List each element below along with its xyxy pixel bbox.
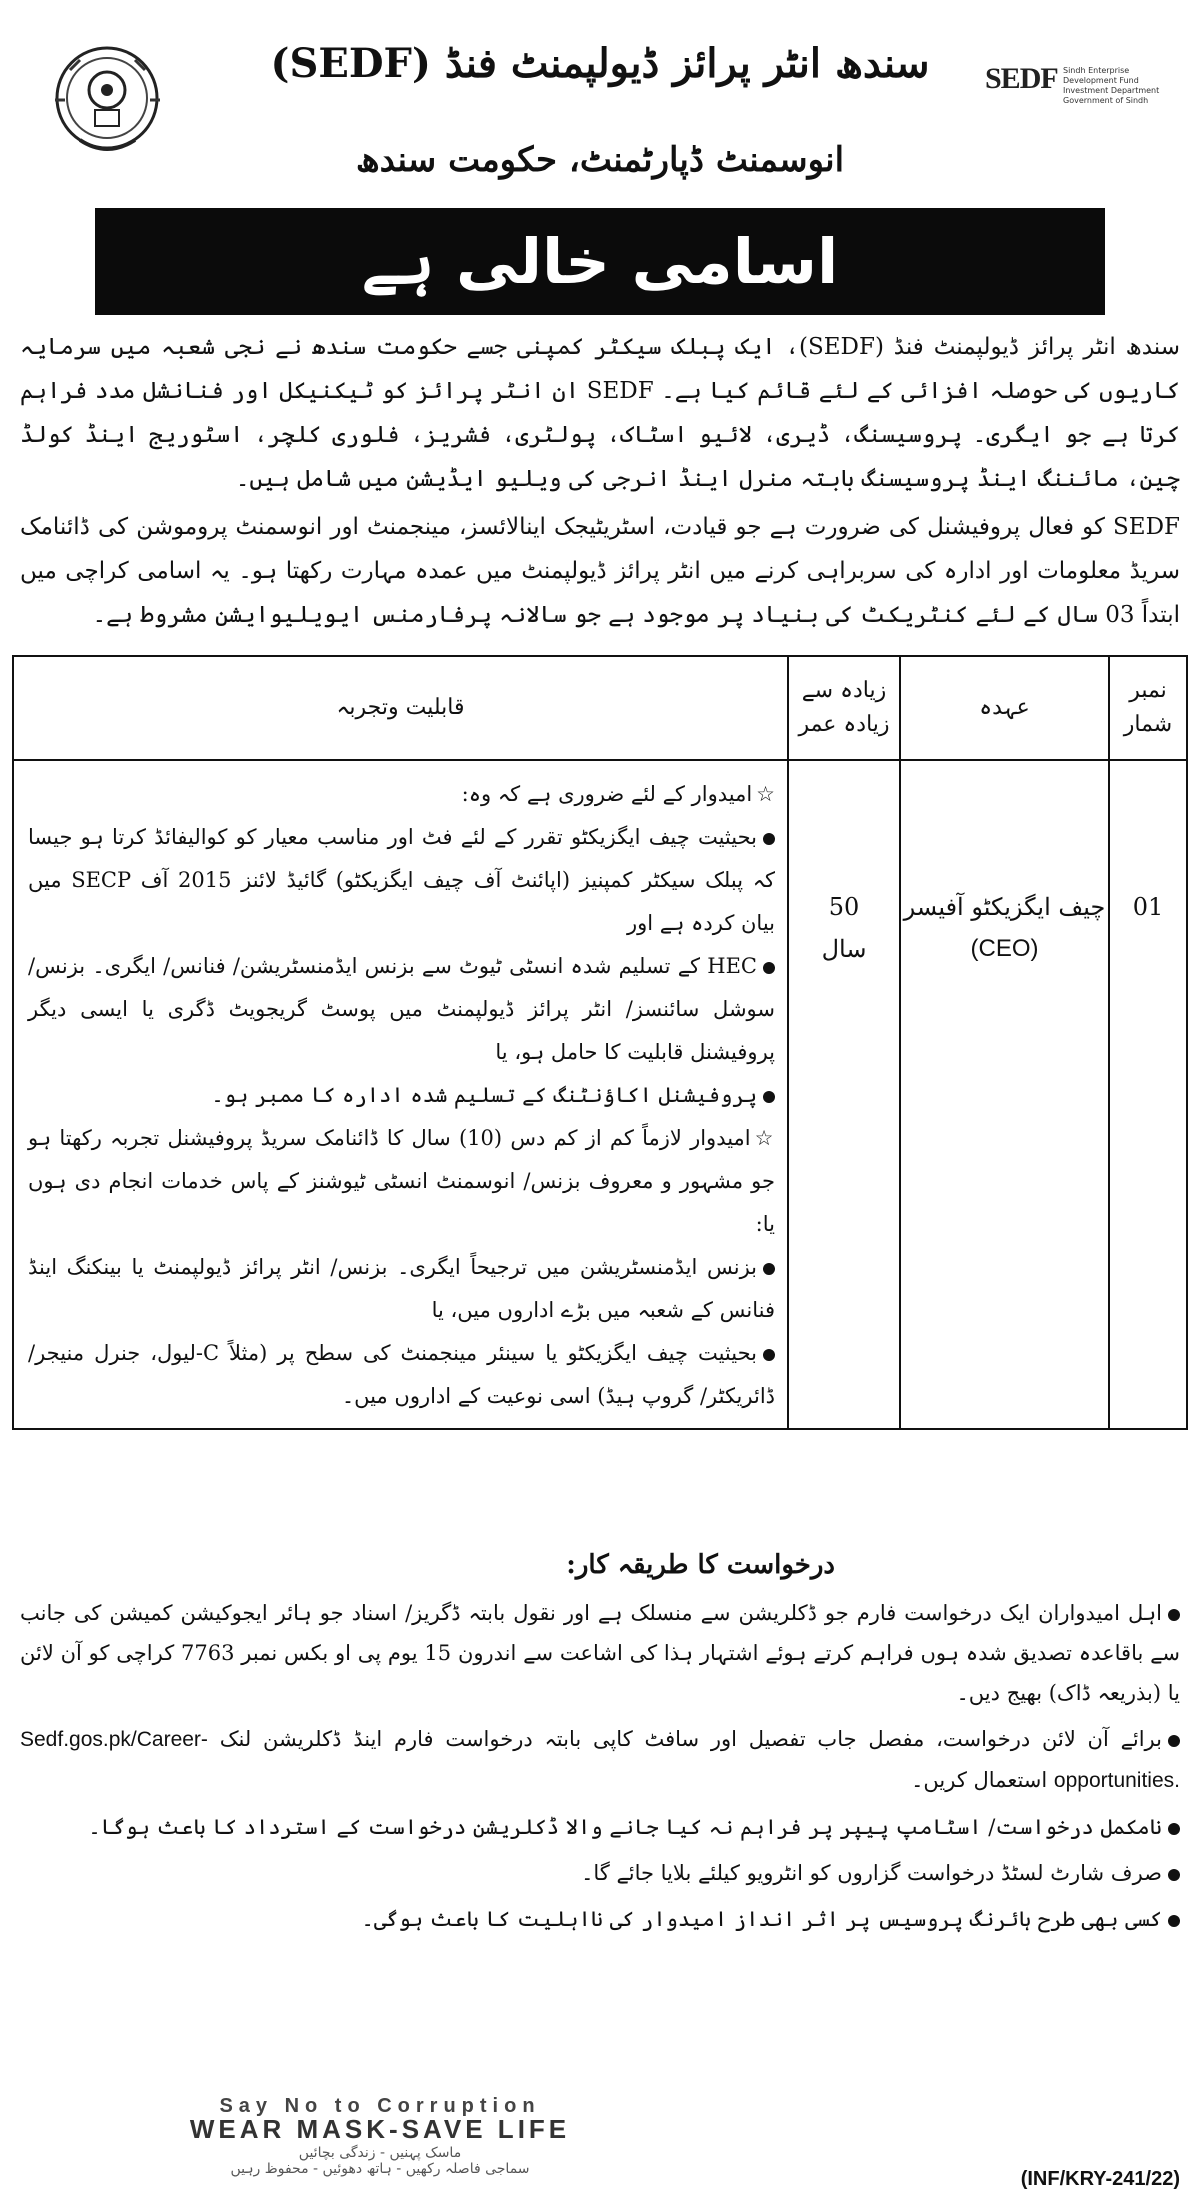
career-link[interactable]: Sedf.gos.pk/Career-opportunities. — [20, 1728, 1180, 1792]
application-procedure — [20, 1545, 1180, 1945]
table-header-row — [13, 656, 1187, 760]
bullet-icon — [1168, 1823, 1180, 1835]
logo-line-3: Investment Department — [1063, 86, 1160, 95]
logo-line-2: Development Fund — [1063, 76, 1139, 85]
cell-max-age — [788, 760, 900, 1429]
procedure-item: اہل امیدواران ایک درخواست فارم جو ڈکلریشن سے منسلک ہے اور نقول بابتہ ڈگریز/ اسناد جو ہائر ایجوکیشن کمیشن کی جانب سے باقاعدہ تصدیق شدہ ہوں فراہم کرتے ہوئے اشتہار ہذا کی اشاعت سے اندرون 15 یوم پی او بکس نمبر 7763 کراچی کو آن لائن یا (بذریعہ ڈاک) بھیج دیں۔ — [20, 1601, 1181, 1705]
header — [0, 0, 1200, 205]
star-icon: ☆ — [754, 1126, 776, 1150]
header-qualification: قابلیت وتجربہ — [13, 656, 788, 760]
vacancy-table — [12, 655, 1188, 1430]
procedure-item: کسی بھی طرح ہائرنگ پروسیس پر اثر انداز امیدوار کی نااہلیت کا باعث ہوگی۔ — [20, 1899, 1180, 1939]
bullet-icon — [1168, 1735, 1180, 1747]
mask-slogan: WEAR MASK-SAVE LIFE — [189, 2114, 571, 2144]
vacancy-banner: اسامی خالی ہے — [95, 208, 1105, 315]
bullet-icon — [1168, 1609, 1180, 1621]
cell-qualification — [13, 760, 788, 1429]
bullet-icon — [763, 962, 775, 974]
sedf-logo — [985, 62, 1165, 122]
experience-intro: ☆امیدوار لازماً کم از کم دس (10) سال کا ڈائنامک سریڈ پروفیشنل تجربہ رکھتا ہو جو مشہور و معروف بزنس/ انوسمنٹ انسٹی ٹیوشنز کے پاس خدمات انجام دی ہوں یا: — [28, 1126, 776, 1236]
awareness-footer — [30, 2095, 730, 2177]
qualification-item: بحیثیت چیف ایگزیکٹو تقرر کے لئے فٹ اور مناسب معیار کو کوالیفائڈ کرتا ہو جیسا کہ پبلک سیکٹر کمپنیز (اپائنٹ آف چیف ایگزیکٹو) گائیڈ لائنز 2015 آف SECP میں بیان کردہ ہے اور — [28, 825, 775, 935]
sedf-logo-mark: SEDF — [985, 62, 1058, 95]
experience-item: بزنس ایڈمنسٹریشن میں ترجیحاً ایگری۔ بزنس/ انٹر پرائز ڈیولپمنٹ یا بینکنگ اینڈ فنانس کے شعبہ میں بڑے اداروں میں، یا — [28, 1255, 775, 1322]
post-title-english: (CEO) — [970, 935, 1039, 962]
logo-line-1: Sindh Enterprise — [1063, 66, 1130, 75]
cell-post — [900, 760, 1109, 1429]
qualification-item: HEC کے تسلیم شدہ انسٹی ٹیوٹ سے بزنس ایڈمنسٹریشن/ فنانس/ ایگری۔ بزنس/ سوشل سائنسز/ انٹر پرائز ڈیولپمنٹ میں پوسٹ گریجویٹ ڈگری یا ایسی دیگر پروفیشنل قابلیت کا حامل ہو، یا — [28, 954, 775, 1064]
intro-paragraph-1: سندھ انٹر پرائز ڈیولپمنٹ فنڈ (SEDF)، ایک پبلک سیکٹر کمپنی جسے حکومت سندھ نے نجی شعبہ میں سرمایہ کاریوں کی حوصلہ افزائی کے لئے قائم کیا ہے۔ SEDF ان انٹر پرائز کو ٹیکنیکل اور فنانشل مدد فراہم کرتا ہے جو ایگری۔ پروسیسنگ، ڈیری، لائیو اسٹاک، پولٹری، فشریز، فلوری کلچر، اسٹوریج اینڈ کولڈ چین، مائننگ اینڈ پروسیسنگ بابتہ منرل اینڈ انرجی کی ویلیو ایڈیشن میں شامل ہیں۔ — [20, 334, 1180, 492]
star-icon: ☆ — [756, 782, 775, 806]
bullet-icon — [763, 833, 775, 845]
age-unit: سال — [821, 935, 867, 963]
mask-slogan-urdu: ماسک پہنیں - زندگی بچائیں — [298, 2145, 462, 2161]
procedure-item: صرف شارٹ لسٹڈ درخواست گزاروں کو انٹرویو کیلئے بلایا جائے گا۔ — [20, 1853, 1180, 1893]
title-line-1: سندھ انٹر پرائز ڈیولپمنٹ فنڈ (SEDF) — [270, 40, 930, 87]
procedure-title: درخواست کا طریقہ کار: — [566, 1550, 835, 1580]
ad-reference-number: (INF/KRY-241/22) — [1020, 2168, 1180, 2190]
bullet-icon — [1168, 1869, 1180, 1881]
bullet-icon — [1168, 1915, 1180, 1927]
bullet-icon — [763, 1091, 775, 1103]
anti-corruption-slogan: Say No to Corruption — [219, 2095, 541, 2117]
sedf-logo-text — [1063, 66, 1163, 106]
logo-line-4: Government of Sindh — [1063, 96, 1149, 105]
procedure-item: نامکمل درخواست/ اسٹامپ پیپر پر فراہم نہ کیا جانے والا ڈکلریشن درخواست کے استرداد کا باعث ہوگا۔ — [20, 1807, 1180, 1847]
qualification-item: پروفیشنل اکاؤنٹنگ کے تسلیم شدہ ادارہ کا ممبر ہو۔ — [28, 1074, 775, 1117]
intro-text — [20, 325, 1180, 641]
table-row — [13, 760, 1187, 1429]
cell-serial-no: 01 — [1109, 760, 1187, 1429]
post-title-urdu: چیف ایگزیکٹو آفیسر — [903, 893, 1106, 921]
procedure-item-online: برائے آن لائن درخواست، مفصل جاب تفصیل اور سافٹ کاپی بابتہ درخواست فارم اینڈ ڈکلریشن لنک Sedf.gos.pk/Career-opportunities. استعمال کریں۔ — [20, 1727, 1180, 1792]
intro-paragraph-2: SEDF کو فعال پروفیشنل کی ضرورت ہے جو قیادت، اسٹریٹیجک اینالائسز، مینجمنٹ اور انوسمنٹ پروموشن کی ڈائنامک سریڈ معلومات اور ادارہ کی سربراہی کرنے میں انٹر پرائز ڈیولپمنٹ میں عمدہ مہارت رکھتا ہو۔ یہ اسامی کراچی میں ابتداً 03 سال کے لئے کنٹریکٹ کی بنیاد پر موجود ہے جو سالانہ پرفارمنس ایویلیوایشن مشروط ہے۔ — [20, 514, 1180, 628]
title-line-2: انوسمنٹ ڈپارٹمنٹ، حکومت سندھ — [355, 140, 845, 180]
age-value: 50 — [828, 893, 860, 921]
government-of-sindh-emblem-icon — [50, 40, 165, 160]
bullet-icon — [763, 1263, 775, 1275]
header-max-age: زیادہ سے زیادہ عمر — [788, 656, 900, 760]
header-post: عہدہ — [900, 656, 1109, 760]
experience-item: بحیثیت چیف ایگزیکٹو یا سینئر مینجمنٹ کی سطح پر (مثلاً C-لیول، جنرل منیجر/ ڈائریکٹر/ گروپ ہیڈ) اسی نوعیت کے اداروں میں۔ — [28, 1341, 775, 1408]
bullet-icon — [763, 1349, 775, 1361]
distance-slogan-urdu: سماجی فاصلہ رکھیں - ہاتھ دھوئیں - محفوظ رہیں — [230, 2161, 530, 2177]
header-serial-no: نمبر شمار — [1109, 656, 1187, 760]
qualification-intro: ☆امیدوار کے لئے ضروری ہے کہ وہ: — [461, 782, 775, 806]
